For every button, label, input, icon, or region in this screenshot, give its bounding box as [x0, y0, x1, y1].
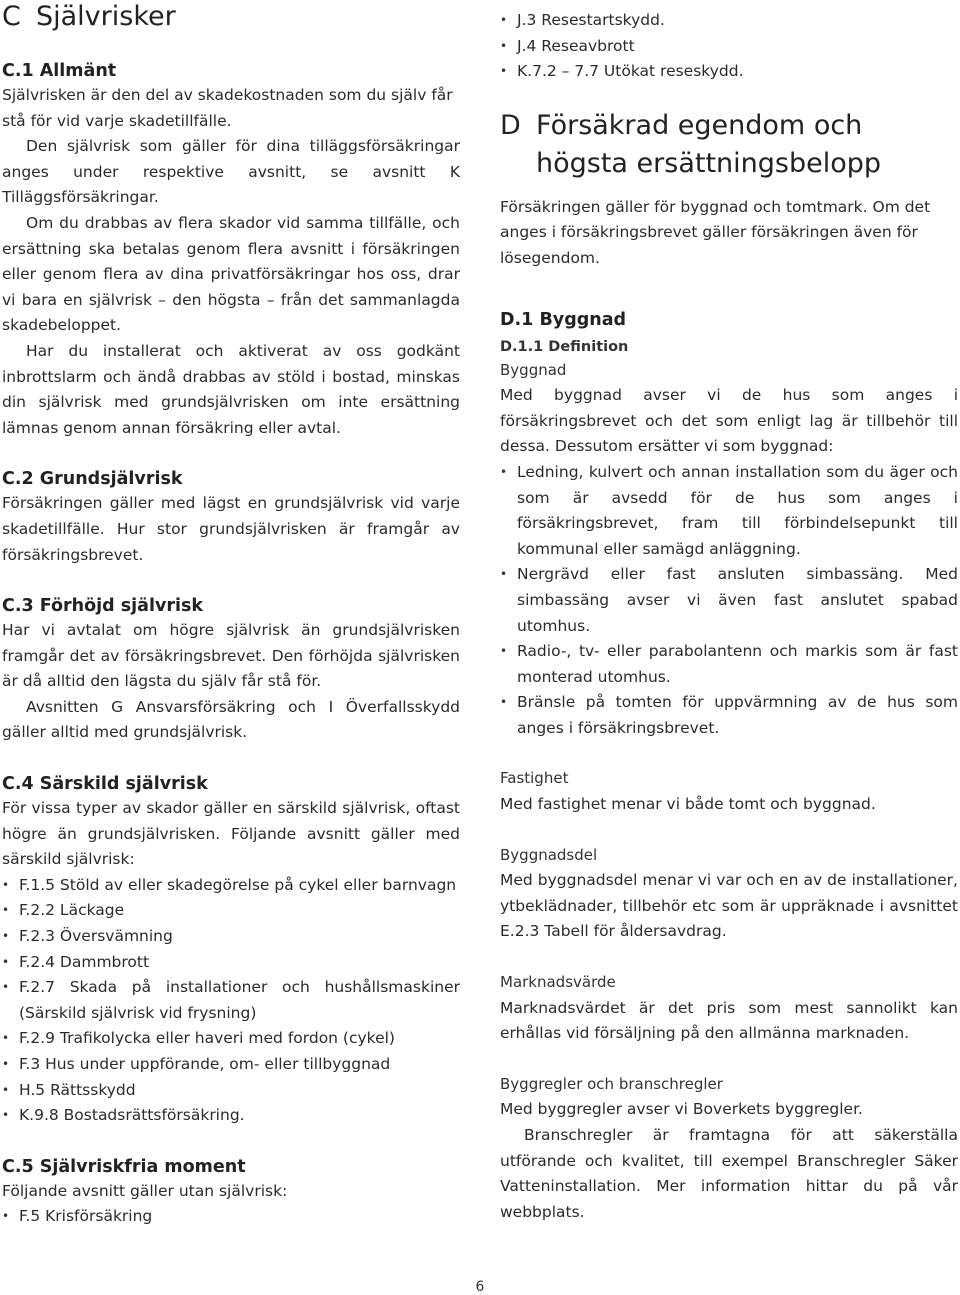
byggregler-text-2: Branschregler är framtagna för att säkerställa utförande och kvalitet, till exempel Branschregler Säker Vatteninstallation. Mer information hittar du på vår webbplats. [500, 1126, 958, 1221]
section-letter: D [500, 109, 521, 141]
c4-paragraph-1: För vissa typer av skador gäller en särskild självrisk, oftast högre än grundsjälvrisken. Följande avsnitt gäller med särskild självrisk: [2, 799, 460, 869]
c5-paragraph-1: Följande avsnitt gäller utan självrisk: [2, 1181, 288, 1200]
byggnad-list [500, 460, 958, 742]
c3-paragraph-1: Har vi avtalat om högre självrisk än grundsjälvrisken framgår det av försäkringsbrevet. Den förhöjda självrisken är då alltid den lägsta du själv får stå för. [2, 621, 460, 691]
d-intro: Försäkringen gäller för byggnad och tomtmark. Om det anges i försäkringsbrevet gäller försäkringen även för lösegendom. [500, 197, 931, 267]
section-d-title [500, 107, 958, 183]
fastighet-label: Fastighet [500, 769, 569, 788]
page-number: 6 [475, 1279, 485, 1295]
heading-c4: C.4 Särskild självrisk [2, 774, 208, 795]
list-item: • F.5 Krisförsäkring [2, 1204, 460, 1230]
byggnadsdel-label: Byggnadsdel [500, 845, 598, 864]
heading-c1: C.1 Allmänt [2, 61, 117, 81]
heading-c2: C.2 Grundsjälvrisk [2, 469, 183, 490]
marknadsvarde-text: Marknadsvärdet är det pris som mest sannolikt kan erhållas vid försäljning på den allmänna marknaden. [500, 998, 958, 1043]
left-column [2, 0, 460, 1230]
byggnadsdel-text: Med byggnadsdel menar vi var och en av de installationer, ytbeklädnader, tillbehör etc som är uppräknade i avsnittet E.2.3 Tabell för åldersavdrag. [500, 871, 958, 941]
list-item: • Nergrävd eller fast ansluten simbassäng. Med simbassäng avser vi även fast anslutet spabad utomhus. [500, 562, 958, 639]
section-c-title [2, 0, 460, 34]
section-letter: C [2, 1, 21, 32]
list-item: • F.2.3 Översvämning [2, 924, 460, 950]
c4-list [2, 873, 460, 1129]
section-title-text: Försäkrad egendom och högsta ersättningsbelopp [536, 109, 882, 179]
c3-paragraph-2: Avsnitten G Ansvarsförsäkring och I Överfallsskydd gäller alltid med grundsjälvrisk. [2, 697, 460, 742]
c4-list-continued [500, 8, 958, 85]
list-item: • K.7.2 – 7.7 Utökat reseskydd. [500, 59, 958, 85]
list-item: • K.9.8 Bostadsrättsförsäkring. [2, 1103, 460, 1129]
list-item: • F.3 Hus under uppförande, om- eller tillbyggnad [2, 1052, 460, 1078]
heading-d11: D.1.1 Definition [500, 338, 629, 355]
list-item: • F.2.7 Skada på installationer och hushållsmaskiner (Särskild självrisk vid frysning) [2, 975, 460, 1026]
fastighet-text: Med fastighet menar vi både tomt och byggnad. [500, 795, 876, 814]
c2-paragraph-1: Försäkringen gäller med lägst en grundsjälvrisk vid varje skadetillfälle. Hur stor grundsjälvrisken är framgår av försäkringsbrevet. [2, 494, 460, 564]
right-column [500, 0, 958, 1225]
section-title-text: Självrisker [36, 1, 176, 32]
list-item: • F.2.2 Läckage [2, 898, 460, 924]
c1-paragraph-1: Självrisken är den del av skadekostnaden som du själv får stå för vid varje skadetillfälle. [2, 86, 453, 130]
c5-list [2, 1204, 460, 1230]
list-item: • J.4 Reseavbrott [500, 34, 958, 60]
list-item: • Ledning, kulvert och annan installation som du äger och som är avsedd för de hus som anges i försäkringsbrevet, fram till förbindelsepunkt till kommunal eller samägd anläggning. [500, 460, 958, 562]
c1-paragraph-2: Den självrisk som gäller för dina tilläggsförsäkringar anges under respektive avsnitt, se avsnitt K Tilläggsförsäkringar. [2, 137, 460, 207]
byggnad-text: Med byggnad avser vi de hus som anges i försäkringsbrevet och det som enligt lag är tillbehör till dessa. Dessutom ersätter vi som byggnad: [500, 386, 958, 456]
c1-paragraph-4: Har du installerat och aktiverat av oss godkänt inbrottslarm och ändå drabbas av stöld i bostad, minskas din självrisk med grundsjälvrisken om inte ersättning lämnas genom annan försäkring eller avtal. [2, 341, 460, 437]
list-item: • F.2.4 Dammbrott [2, 950, 460, 976]
list-item: • F.1.5 Stöld av eller skadegörelse på cykel eller barnvagn [2, 873, 460, 899]
byggnad-label: Byggnad [500, 360, 567, 379]
list-item: • Radio-, tv- eller parabolantenn och markis som är fast monterad utomhus. [500, 639, 958, 690]
heading-d1: D.1 Byggnad [500, 309, 627, 330]
c1-paragraph-3: Om du drabbas av flera skador vid samma tillfälle, och ersättning ska betalas genom flera avsnitt i försäkringen eller genom flera av dina privatförsäkringar hos oss, drar vi bara en självrisk – den högsta – från det sammanlagda skadebeloppet. [2, 213, 460, 335]
list-item: • Bränsle på tomten för uppvärmning av de hus som anges i försäkringsbrevet. [500, 690, 958, 741]
list-item: • F.2.9 Trafikolycka eller haveri med fordon (cykel) [2, 1026, 460, 1052]
byggregler-label: Byggregler och branschregler [500, 1074, 723, 1093]
heading-c3: C.3 Förhöjd självrisk [2, 596, 204, 617]
byggregler-text-1: Med byggregler avser vi Boverkets byggregler. [500, 1100, 863, 1119]
list-item: • J.3 Resestartskydd. [500, 8, 958, 34]
list-item: • H.5 Rättsskydd [2, 1078, 460, 1104]
marknadsvarde-label: Marknadsvärde [500, 973, 616, 992]
heading-c5: C.5 Självriskfria moment [2, 1156, 246, 1177]
